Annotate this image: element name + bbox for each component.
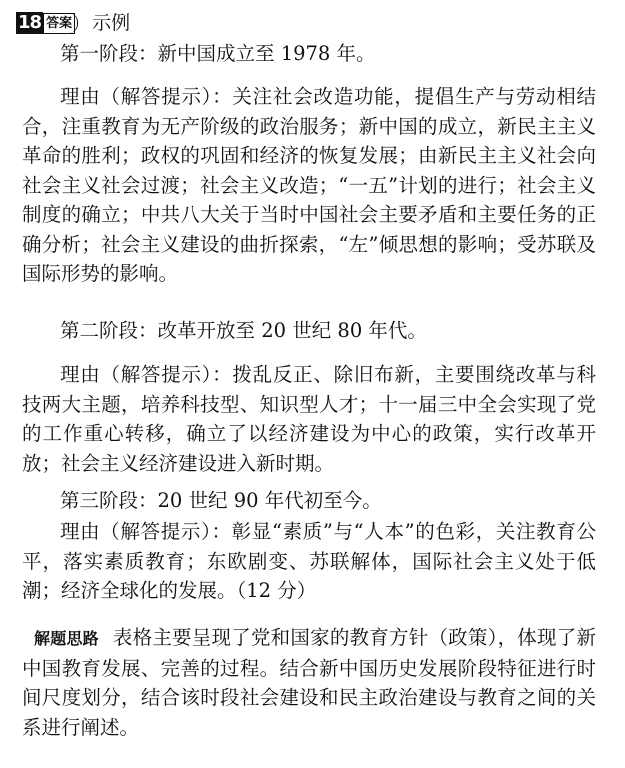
stage-2-reason: 理由（解答提示）：拨乱反正、除旧布新，主要围绕改革与科技两大主题，培养科技型、知识型人才；十一届三中全会实现了党的工作重心转移，确立了以经济建设为中心的政策，实行改革开放；社会主义经济建设进入新时期。	[22, 363, 596, 475]
stage-1-title: 第一阶段：新中国成立至 1978 年。	[60, 42, 376, 65]
stage-3-reason: 理由（解答提示）：彰显“素质”与“人本”的色彩，关注教育公平，落实素质教育；东欧剧变、苏联解体，国际社会主义处于低潮；经济全球化的发展。（12 分）	[22, 520, 596, 602]
answer-header	[16, 10, 130, 36]
stage-1-reason: 理由（解答提示）：关注社会改造功能，提倡生产与劳动相结合，注重教育为无产阶级的政治服务；新中国的成立，新民主主义革命的胜利；政权的巩固和经济的恢复发展；由新民主主义社会向社会主义社会过渡；社会主义改造；“一五”计划的进行；社会主义制度的确立；中共八大关于当时中国社会主要矛盾和主要任务的正确分析；社会主义建设的曲折探索，“左”倾思想的影响；受苏联及国际形势的影响。	[22, 85, 596, 285]
answer-label-tail	[69, 13, 78, 33]
example-label: 示例	[92, 12, 131, 34]
stage-3-title: 第三阶段：20 世纪 90 年代初至今。	[60, 489, 382, 512]
analysis-label: 解题思路	[34, 629, 99, 648]
stage-2-title: 第二阶段：改革开放至 20 世纪 80 年代。	[60, 319, 427, 342]
question-number-badge: 18	[18, 12, 42, 33]
analysis-paragraph	[22, 623, 596, 742]
analysis-text: 表格主要呈现了党和国家的教育方针（政策），体现了新中国教育发展、完善的过程。结合新中国历史发展阶段特征进行时间尺度划分，结合该时段社会建设和民主政治建设与教育之间的关系进行阐述。	[22, 626, 596, 739]
answer-label-badge: 答案	[43, 13, 75, 34]
